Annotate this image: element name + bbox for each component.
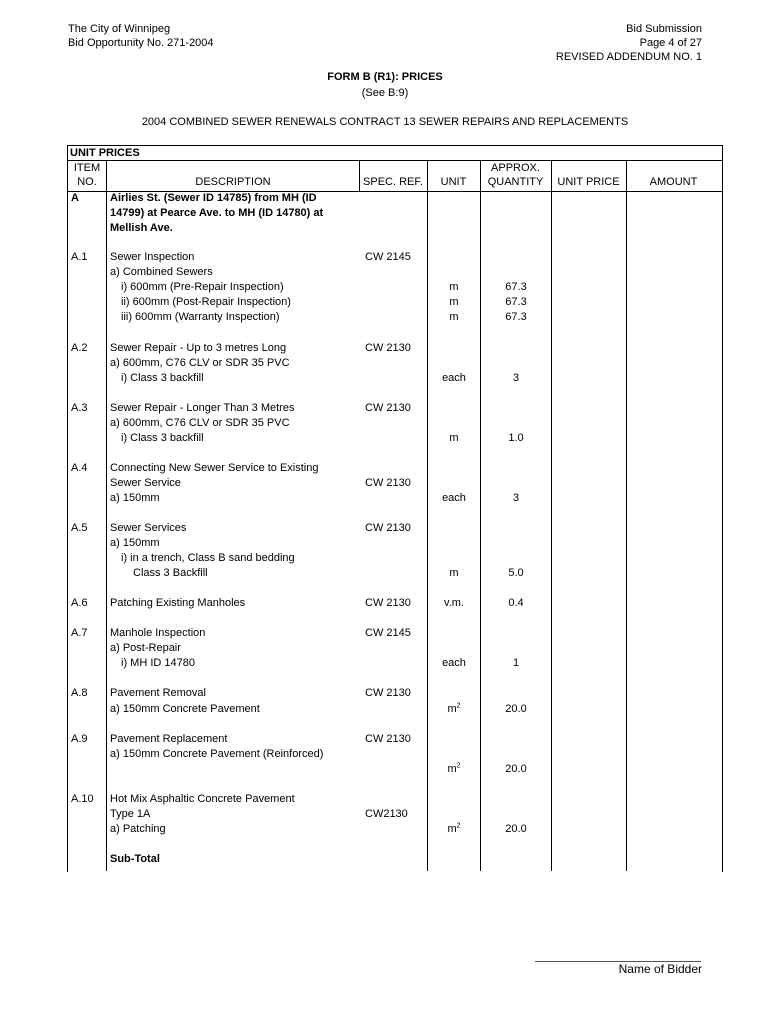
item-description: Connecting New Sewer Service to Existing <box>110 462 319 474</box>
unit-superscript: 2 <box>456 762 461 770</box>
item-no: A.5 <box>71 522 88 534</box>
item-quantity: 1 <box>512 657 520 669</box>
item-quantity: 1.0 <box>508 432 524 444</box>
item-description: a) 150mm <box>110 492 160 504</box>
col-header-approx: APPROX. <box>491 162 540 174</box>
item-unit <box>428 702 480 717</box>
item-unit: m <box>449 296 459 308</box>
item-description: Manhole Inspection <box>110 627 206 639</box>
item-description: i) Class 3 backfill <box>121 432 204 444</box>
item-no: A.1 <box>71 251 88 263</box>
item-quantity: 0.4 <box>508 597 524 609</box>
item-quantity: 20.0 <box>505 763 527 775</box>
item-description: i) Class 3 backfill <box>121 372 204 384</box>
item-unit: v.m. <box>444 597 464 609</box>
col-header-unit: UNIT <box>440 176 467 188</box>
header-bid-opportunity: Bid Opportunity No. 271-2004 <box>68 37 214 49</box>
col-header-description: DESCRIPTION <box>195 176 271 188</box>
item-description: Pavement Replacement <box>110 733 228 745</box>
item-description: Sewer Inspection <box>110 251 195 263</box>
item-no: A.10 <box>71 793 94 805</box>
group-description: 14799) at Pearce Ave. to MH (ID 14780) at <box>110 207 324 219</box>
item-unit <box>428 822 480 837</box>
item-description: Hot Mix Asphaltic Concrete Pavement <box>110 793 295 805</box>
group-description: Airlies St. (Sewer ID 14785) from MH (ID <box>110 192 317 204</box>
item-description: Type 1A <box>110 808 151 820</box>
item-description: a) 600mm, C76 CLV or SDR 35 PVC <box>110 357 290 369</box>
item-quantity: 67.3 <box>505 281 527 293</box>
header-city: The City of Winnipeg <box>68 23 171 35</box>
header-page-number: Page 4 of 27 <box>639 37 702 49</box>
item-no: A.4 <box>71 462 88 474</box>
item-description: a) Patching <box>110 823 166 835</box>
item-quantity: 3 <box>512 372 520 384</box>
item-description: Sewer Service <box>110 477 181 489</box>
table-section-title: UNIT PRICES <box>70 147 140 159</box>
item-quantity: 5.0 <box>508 567 524 579</box>
item-unit: m <box>449 311 459 323</box>
item-unit: m <box>449 281 459 293</box>
item-spec-ref: CW 2130 <box>365 687 411 699</box>
item-description: Sewer Repair - Up to 3 metres Long <box>110 342 287 354</box>
item-spec-ref: CW 2130 <box>365 597 411 609</box>
item-description: Sewer Repair - Longer Than 3 Metres <box>110 402 295 414</box>
item-quantity: 67.3 <box>505 311 527 323</box>
name-of-bidder-label: Name of Bidder <box>618 962 702 976</box>
item-spec-ref: CW 2130 <box>365 477 411 489</box>
contract-title: 2004 COMBINED SEWER RENEWALS CONTRACT 13 SEWER REPAIRS AND REPLACEMENTS <box>141 116 629 128</box>
col-header-unit-price: UNIT PRICE <box>557 176 620 188</box>
item-unit: each <box>442 657 466 669</box>
header-addendum: REVISED ADDENDUM NO. 1 <box>555 51 702 63</box>
item-no: A.3 <box>71 402 88 414</box>
item-quantity: 20.0 <box>505 823 527 835</box>
group-description: Mellish Ave. <box>110 222 173 234</box>
form-title: FORM B (R1): PRICES <box>327 71 443 83</box>
table-title-divider <box>67 160 722 161</box>
item-spec-ref: CW 2130 <box>365 342 411 354</box>
item-unit: each <box>442 492 466 504</box>
unit-superscript: 2 <box>456 702 461 710</box>
col-header-quantity: QUANTITY <box>487 176 544 188</box>
item-description: Patching Existing Manholes <box>110 597 246 609</box>
item-no: A.7 <box>71 627 88 639</box>
col-header-amount: AMOUNT <box>649 176 698 188</box>
column-divider <box>626 161 627 871</box>
unit-text: m <box>447 823 457 835</box>
col-header-spec-ref: SPEC. REF. <box>363 176 423 188</box>
column-divider <box>551 161 552 871</box>
item-spec-ref: CW 2145 <box>365 251 411 263</box>
item-spec-ref: CW 2130 <box>365 733 411 745</box>
item-no: A.2 <box>71 342 88 354</box>
col-header-item: ITEM <box>73 162 101 174</box>
item-description: ii) 600mm (Post-Repair Inspection) <box>121 296 291 308</box>
item-description: Pavement Removal <box>110 687 206 699</box>
item-quantity: 20.0 <box>505 703 527 715</box>
item-description: Class 3 Backfill <box>133 567 208 579</box>
item-spec-ref: CW2130 <box>365 808 408 820</box>
subtotal-label: Sub-Total <box>110 853 160 865</box>
item-quantity: 67.3 <box>505 296 527 308</box>
unit-text: m <box>447 703 457 715</box>
item-description: i) in a trench, Class B sand bedding <box>121 552 295 564</box>
item-description: a) Post-Repair <box>110 642 181 654</box>
item-unit: m <box>449 432 459 444</box>
column-divider <box>106 161 107 871</box>
form-subtitle: (See B:9) <box>361 87 409 99</box>
item-description: a) Combined Sewers <box>110 266 213 278</box>
unit-text: m <box>447 763 457 775</box>
item-description: a) 150mm Concrete Pavement (Reinforced) <box>110 748 324 760</box>
item-unit: m <box>449 567 459 579</box>
item-no: A.9 <box>71 733 88 745</box>
item-description: a) 150mm Concrete Pavement <box>110 703 260 715</box>
item-no: A.8 <box>71 687 88 699</box>
item-unit: each <box>442 372 466 384</box>
group-item-no: A <box>71 192 79 204</box>
item-description: iii) 600mm (Warranty Inspection) <box>121 311 280 323</box>
item-description: i) 600mm (Pre-Repair Inspection) <box>121 281 284 293</box>
item-no: A.6 <box>71 597 88 609</box>
col-header-item-no: NO. <box>77 176 97 188</box>
header-bid-submission: Bid Submission <box>626 23 702 35</box>
item-spec-ref: CW 2130 <box>365 522 411 534</box>
item-description: Sewer Services <box>110 522 187 534</box>
item-description: a) 150mm <box>110 537 160 549</box>
item-spec-ref: CW 2130 <box>365 402 411 414</box>
item-unit <box>428 762 480 777</box>
item-spec-ref: CW 2145 <box>365 627 411 639</box>
item-description: a) 600mm, C76 CLV or SDR 35 PVC <box>110 417 290 429</box>
item-quantity: 3 <box>512 492 520 504</box>
unit-superscript: 2 <box>456 822 461 830</box>
item-description: i) MH ID 14780 <box>121 657 195 669</box>
